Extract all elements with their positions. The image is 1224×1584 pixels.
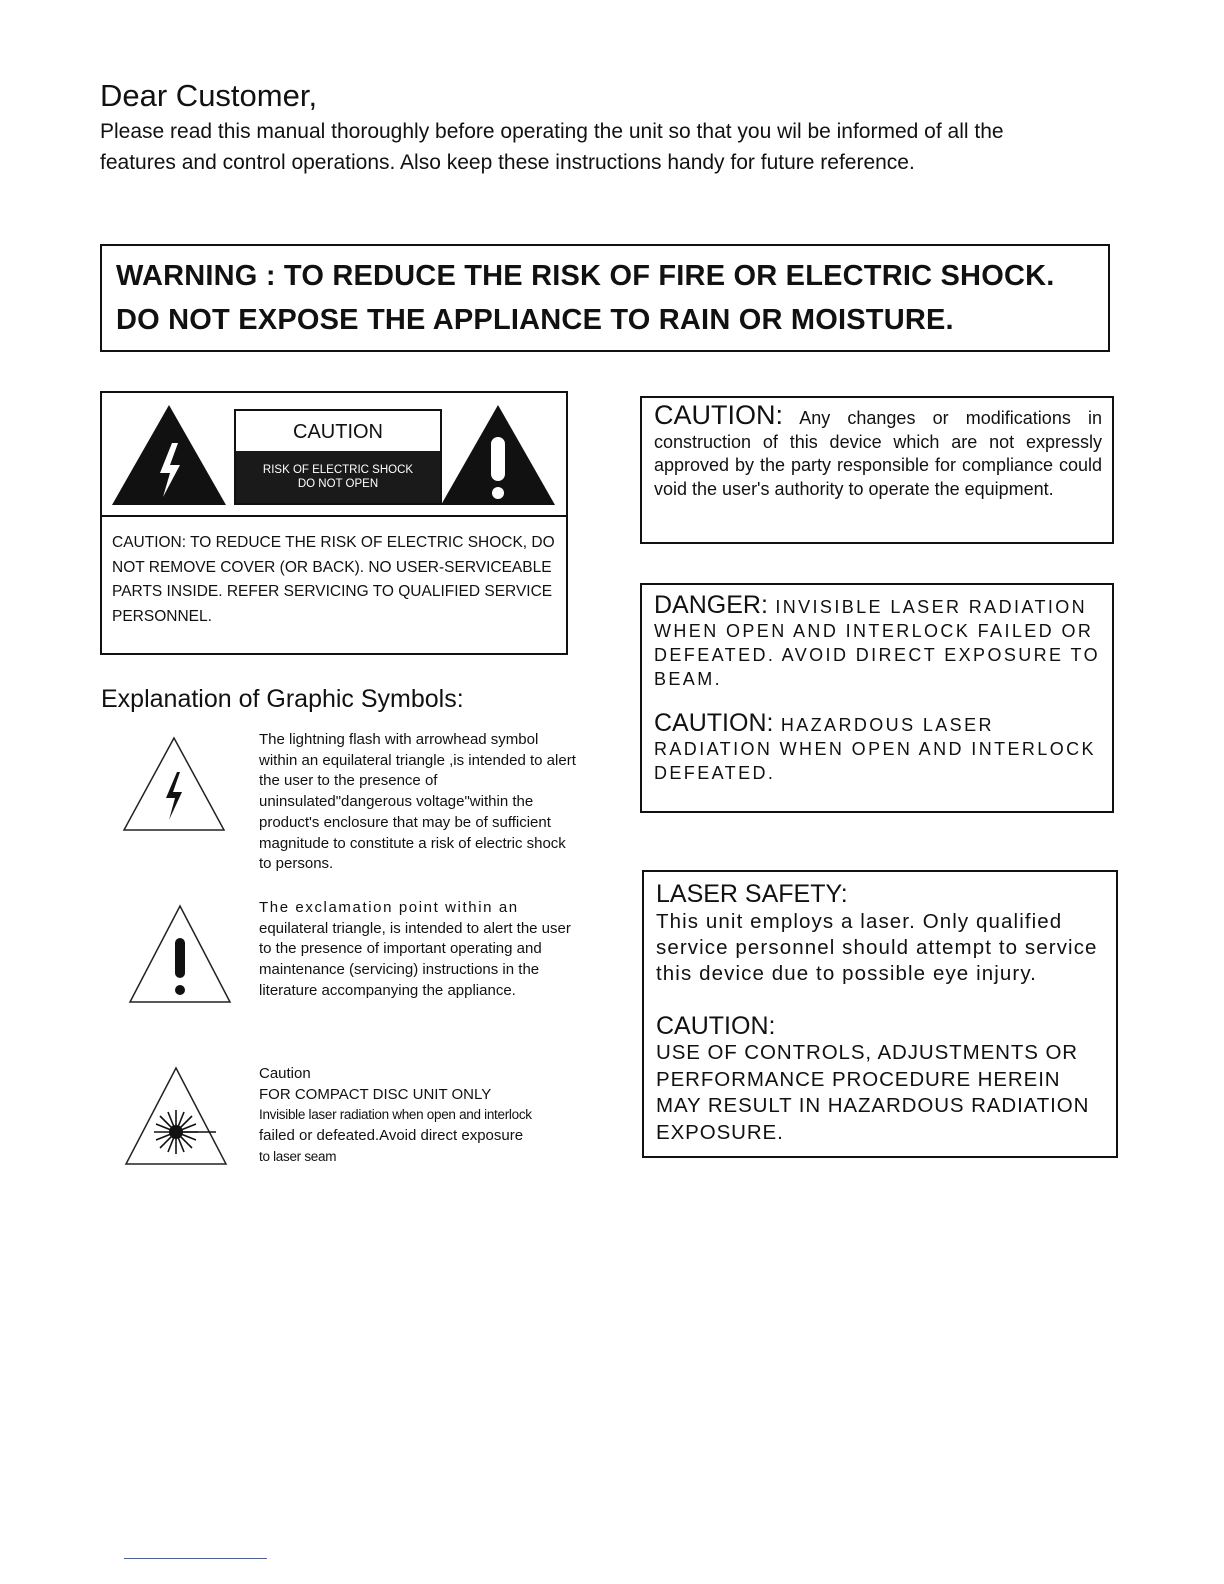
laser-symbol-line-5: to laser seam (259, 1148, 337, 1164)
laser-caution-text (654, 711, 1110, 785)
exclamation-symbol-icon (128, 904, 232, 1004)
caution-plate (234, 409, 442, 505)
exclamation-symbol-lead: The exclamation point within an (259, 899, 519, 916)
laser-safety-caution-body: USE OF CONTROLS, ADJUSTMENTS OR PERFORMANCE PROCEDURE HEREIN MAY RESULT IN HAZARDOUS RADIATION EXPOSURE. (656, 1041, 1090, 1144)
exclamation-symbol-body: equilateral triangle, is intended to alert the user to the presence of important operating and maintenance (servicing) instructions in the literature accompanying the appliance. (259, 919, 571, 999)
laser-symbol-line-4: failed or defeated.Avoid direct exposure (259, 1127, 524, 1145)
danger-body: INVISIBLE LASER RADIATION WHEN OPEN AND INTERLOCK FAILED OR DEFEATED. AVOID DIRECT EXPOSURE TO BEAM. (654, 597, 1101, 689)
caution-label-text: CAUTION: TO REDUCE THE RISK OF ELECTRIC SHOCK, DO NOT REMOVE COVER (OR BACK). NO USER-SERVICEABLE PARTS INSIDE. REFER SERVICING TO QUALIFIED SERVICE PERSONNEL. (112, 534, 555, 625)
danger-box (640, 583, 1114, 813)
laser-symbol-line-1: Caution (259, 1065, 311, 1082)
lightning-symbol-icon (122, 736, 226, 832)
warning-line-1: WARNING : TO REDUCE THE RISK OF FIRE OR ELECTRIC SHOCK. (116, 260, 1055, 292)
laser-symbol-text (259, 1064, 579, 1168)
laser-symbol-line-2: FOR COMPACT DISC UNIT ONLY (259, 1085, 492, 1103)
plate-line-2: DO NOT OPEN (297, 478, 379, 490)
footer-rule (124, 1558, 267, 1559)
greeting-heading: Dear Customer, (100, 78, 318, 113)
danger-text (654, 593, 1104, 691)
plate-line-1: RISK OF ELECTRIC SHOCK (262, 464, 414, 476)
caution-plate-title: CAUTION (293, 421, 383, 443)
caution-label-graphic (102, 393, 566, 517)
laser-safety-head: LASER SAFETY: (656, 880, 848, 908)
intro-paragraph: Please read this manual thoroughly before operating the unit so that you wil be informed of all the features and control operations. Also keep these instructions handy for future reference. (100, 120, 1004, 174)
lightning-triangle-icon (110, 403, 228, 507)
warning-box (100, 244, 1110, 352)
danger-head: DANGER: (654, 591, 768, 619)
lightning-symbol-text: The lightning flash with arrowhead symbol within an equilateral triangle ,is intended to alert the user to the presence of uninsulated"dangerous voltage"within the product's enclosure that may be of sufficient magnitude to constitute a risk of electric shock to persons. (259, 731, 576, 873)
laser-safety-caution-head: CAUTION: (656, 1012, 776, 1040)
laser-caution-head: CAUTION: (654, 709, 774, 737)
explanation-heading: Explanation of Graphic Symbols: (101, 685, 464, 713)
laser-safety-box (642, 870, 1118, 1158)
modification-caution-head: CAUTION: (654, 400, 784, 430)
laser-symbol-icon (124, 1066, 228, 1166)
modification-caution-text (654, 400, 1103, 501)
modification-caution-body: Any changes or modifications in construction of this device which are not expressly approved by the party responsible for compliance could void the user's authority to operate the equipment. (654, 408, 1103, 499)
exclamation-triangle-icon (439, 403, 557, 507)
caution-plate-warning (236, 451, 440, 503)
caution-label-box (100, 391, 568, 655)
modification-caution-box (640, 396, 1114, 544)
laser-symbol-line-3: Invisible laser radiation when open and interlock (259, 1107, 532, 1123)
exclamation-symbol-text (259, 898, 579, 1002)
laser-caution-body: HAZARDOUS LASER RADIATION WHEN OPEN AND INTERLOCK DEFEATED. (654, 715, 1096, 783)
warning-line-2: DO NOT EXPOSE THE APPLIANCE TO RAIN OR MOISTURE. (116, 304, 954, 336)
laser-safety-body: This unit employs a laser. Only qualified service personnel should attempt to service this device due to possible eye injury. (656, 910, 1098, 985)
